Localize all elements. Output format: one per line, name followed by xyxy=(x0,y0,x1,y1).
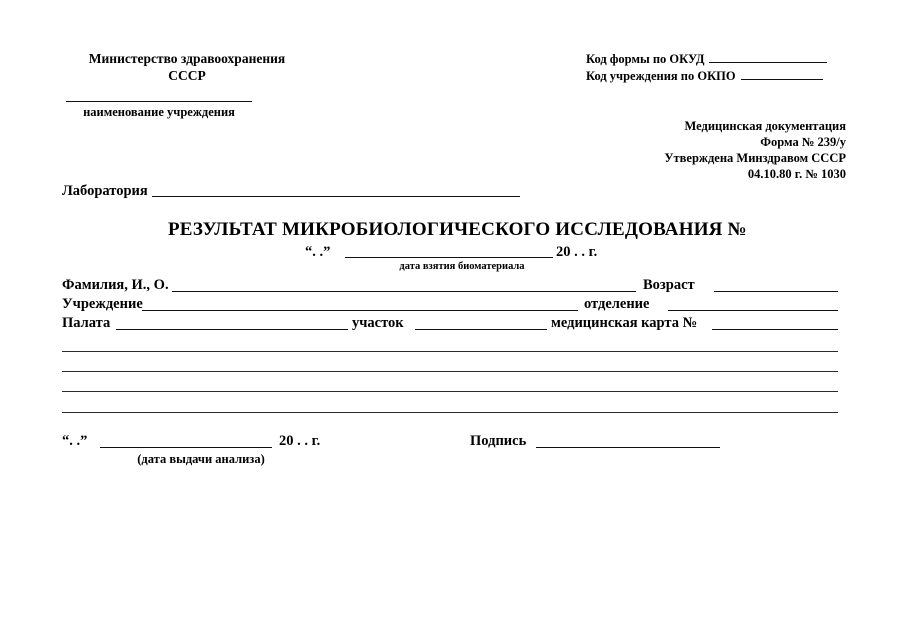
doc-info-line-4: 04.10.80 г. № 1030 xyxy=(747,167,846,181)
issue-date-quote-close: ” xyxy=(80,433,88,449)
ministry-line-2: СССР xyxy=(168,68,206,83)
code-block xyxy=(586,50,846,84)
date-taken-input-rule[interactable] xyxy=(345,257,553,258)
ward-input-rule[interactable] xyxy=(116,329,348,330)
laboratory-label: Лаборатория xyxy=(62,183,148,199)
district-input-rule[interactable] xyxy=(415,329,547,330)
institution-name-rule xyxy=(66,101,252,102)
medical-card-input-rule[interactable] xyxy=(712,329,838,330)
okpo-label: Код учреждения по ОКПО xyxy=(586,69,736,83)
blank-line[interactable] xyxy=(62,351,838,352)
department-input-rule[interactable] xyxy=(668,310,838,311)
institution-label: Учреждение xyxy=(62,296,143,312)
medical-card-label: медицинская карта № xyxy=(551,315,698,331)
ward-label: Палата xyxy=(62,315,111,331)
age-label: Возраст xyxy=(643,277,695,293)
date-taken-quote-open: “ xyxy=(305,244,313,260)
date-taken-dots[interactable]: . . xyxy=(312,244,324,260)
okpo-input-rule[interactable] xyxy=(741,67,823,80)
ministry-block xyxy=(62,50,312,84)
doc-info-line-1: Медицинская документация xyxy=(684,119,846,133)
issue-date-quote-open: “ xyxy=(62,433,70,449)
institution-name-caption: наименование учреждения xyxy=(83,105,235,119)
issue-date-caption: (дата выдачи анализа) xyxy=(137,452,265,466)
institution-input-rule[interactable] xyxy=(142,310,578,311)
district-label: участок xyxy=(352,315,404,331)
name-input-rule[interactable] xyxy=(172,291,636,292)
issue-date-dots[interactable]: . . xyxy=(69,433,81,449)
signature-label: Подпись xyxy=(470,433,527,449)
okud-row xyxy=(586,50,846,67)
date-taken-caption: дата взятия биоматериала xyxy=(399,261,525,272)
blank-line[interactable] xyxy=(62,391,838,392)
okpo-row xyxy=(586,67,846,84)
doc-info-line-3: Утверждена Минздравом СССР xyxy=(664,151,846,165)
name-label: Фамилия, И., О. xyxy=(62,277,169,293)
medical-documentation-block xyxy=(600,118,846,182)
laboratory-input-rule[interactable] xyxy=(152,196,520,197)
age-input-rule[interactable] xyxy=(714,291,838,292)
page-title: РЕЗУЛЬТАТ МИКРОБИОЛОГИЧЕСКОГО ИССЛЕДОВАНИЯ № xyxy=(168,219,747,240)
blank-line[interactable] xyxy=(62,412,838,413)
okud-input-rule[interactable] xyxy=(709,50,827,63)
issue-date-year[interactable]: 20 . . г. xyxy=(279,433,321,449)
okud-label: Код формы по ОКУД xyxy=(586,52,705,66)
issue-date-input-rule[interactable] xyxy=(100,447,272,448)
date-taken-row xyxy=(305,243,597,261)
blank-line[interactable] xyxy=(62,371,838,372)
signature-input-rule[interactable] xyxy=(536,447,720,448)
doc-info-line-2: Форма № 239/у xyxy=(760,135,846,149)
department-label: отделение xyxy=(584,296,650,312)
date-taken-year[interactable]: 20 . . г. xyxy=(556,244,598,260)
date-taken-quote-close: ” xyxy=(323,244,331,260)
ministry-line-1: Министерство здравоохранения xyxy=(88,51,286,66)
